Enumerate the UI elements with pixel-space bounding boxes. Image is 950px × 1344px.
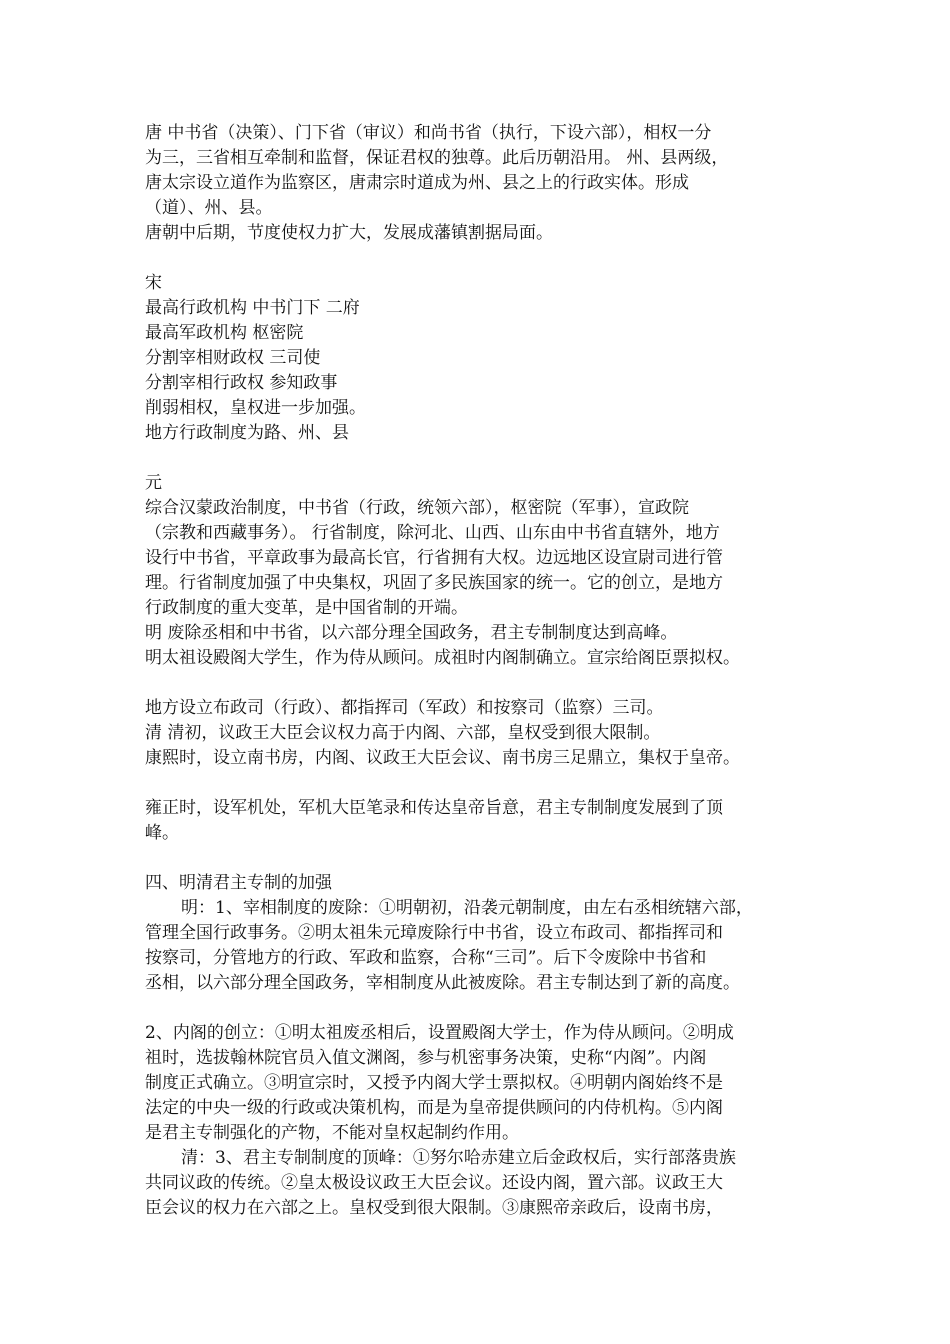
spacer xyxy=(145,671,815,696)
qing-para-line-1: 清：3、君主专制制度的顶峰：①努尔哈赤建立后金政权后，实行部落贵族 xyxy=(181,1148,736,1168)
ming-line-2: 明太祖设殿阁大学生，作为侍从顾问。成祖时内阁制确立。宣宗给阁臣票拟权。 xyxy=(145,648,740,668)
spacer xyxy=(145,771,815,796)
ming-para-line-4: 丞相，以六部分理全国政务，宰相制度从此被废除。君主专制达到了新的高度。 xyxy=(145,973,740,993)
qing-para-line-2: 共同议政的传统。②皇太极设议政王大臣会议。还设内阁，置六部。议政王大 xyxy=(145,1173,723,1193)
spacer xyxy=(145,446,815,471)
song-heading: 宋 xyxy=(145,273,162,293)
song-line-3: 分割宰相财政权 三司使 xyxy=(145,348,321,368)
yuan-heading: 元 xyxy=(145,473,162,493)
yongzheng-line-2: 峰。 xyxy=(145,823,179,843)
neige-para-line-3: 制度正式确立。③明宣宗时，又授予内阁大学士票拟权。④明朝内阁始终不是 xyxy=(145,1073,723,1093)
spacer xyxy=(145,846,815,871)
qing-para-line-3: 臣会议的权力在六部之上。皇权受到很大限制。③康熙帝亲政后，设南书房， xyxy=(145,1198,723,1218)
ming-para-line-3: 按察司，分管地方的行政、军政和监察，合称“三司”。后下令废除中书省和 xyxy=(145,948,707,968)
yuan-line-4: 理。行省制度加强了中央集权，巩固了多民族国家的统一。它的创立，是地方 xyxy=(145,573,723,593)
song-line-5: 削弱相权，皇权进一步加强。 xyxy=(145,398,366,418)
spacer xyxy=(145,246,815,271)
qing-line-1: 清 清初，议政王大臣会议权力高于内阁、六部，皇权受到很大限制。 xyxy=(145,723,661,743)
neige-para-line-5: 是君主专制强化的产物，不能对皇权起制约作用。 xyxy=(145,1123,519,1143)
ming-para-line-1: 明：1、宰相制度的废除：①明朝初，沿袭元朝制度，由左右丞相统辖六部， xyxy=(181,898,753,918)
song-line-4: 分割宰相行政权 参知政事 xyxy=(145,373,338,393)
tang-line-1: 唐 中书省（决策）、门下省（审议）和尚书省（执行，下设六部），相权一分 xyxy=(145,123,712,143)
qing-line-2: 康熙时，设立南书房，内阁、议政王大臣会议、南书房三足鼎立，集权于皇帝。 xyxy=(145,748,740,768)
tang-line-3: 唐太宗设立道作为监察区，唐肃宗时道成为州、县之上的行政实体。形成 xyxy=(145,173,689,193)
yuan-line-1: 综合汉蒙政治制度，中书省（行政，统领六部），枢密院（军事），宣政院 xyxy=(145,498,689,518)
song-line-1: 最高行政机构 中书门下 二府 xyxy=(145,298,360,318)
section-heading: 四、明清君主专制的加强 xyxy=(145,873,332,893)
spacer xyxy=(145,996,815,1021)
neige-para-line-2: 祖时，选拔翰林院官员入值文渊阁，参与机密事务决策，史称“内阁”。内阁 xyxy=(145,1048,707,1068)
yuan-line-2: （宗教和西藏事务）。 行省制度，除河北、山西、山东由中书省直辖外，地方 xyxy=(145,523,720,543)
neige-para-line-4: 法定的中央一级的行政或决策机构，而是为皇帝提供顾问的内侍机构。⑤内阁 xyxy=(145,1098,723,1118)
ming-local-line: 地方设立布政司（行政）、都指挥司（军政）和按察司（监察）三司。 xyxy=(145,698,664,718)
ming-para-line-2: 管理全国行政事务。②明太祖朱元璋废除行中书省，设立布政司、都指挥司和 xyxy=(145,923,723,943)
ming-line-1: 明 废除丞相和中书省，以六部分理全国政务，君主专制制度达到高峰。 xyxy=(145,623,678,643)
neige-para-line-1: 2、内阁的创立：①明太祖废丞相后，设置殿阁大学士，作为侍从顾问。②明成 xyxy=(145,1023,734,1043)
song-line-6: 地方行政制度为路、州、县 xyxy=(145,423,349,443)
tang-line-5: 唐朝中后期，节度使权力扩大，发展成藩镇割据局面。 xyxy=(145,223,553,243)
document-body xyxy=(145,121,815,1221)
tang-line-4: （道）、州、县。 xyxy=(145,198,273,218)
yuan-line-5: 行政制度的重大变革，是中国省制的开端。 xyxy=(145,598,468,618)
yongzheng-line-1: 雍正时，设军机处，军机大臣笔录和传达皇帝旨意，君主专制制度发展到了顶 xyxy=(145,798,723,818)
song-line-2: 最高军政机构 枢密院 xyxy=(145,323,304,343)
yuan-line-3: 设行中书省，平章政事为最高长官，行省拥有大权。边远地区设宣尉司进行管 xyxy=(145,548,723,568)
tang-line-2: 为三，三省相互牵制和监督，保证君权的独尊。此后历朝沿用。 州、县两级， xyxy=(145,148,729,168)
